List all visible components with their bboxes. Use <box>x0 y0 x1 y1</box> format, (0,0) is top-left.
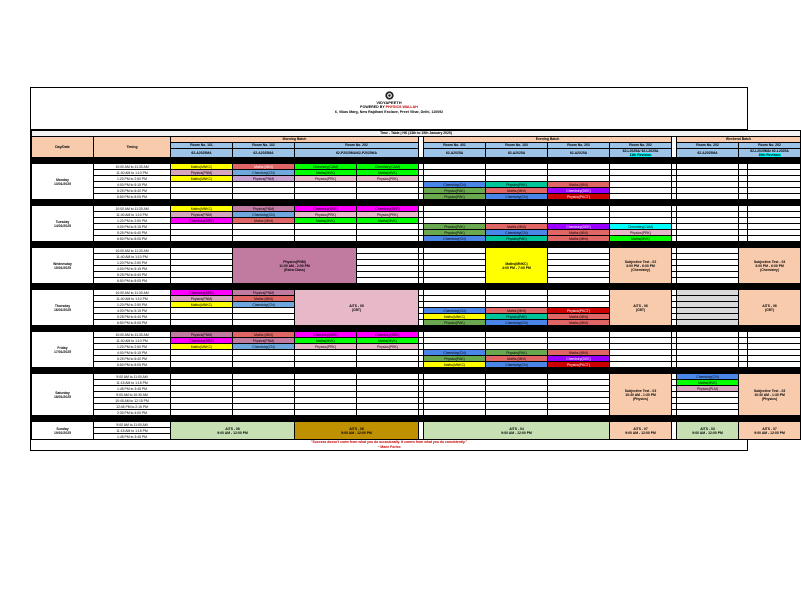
class-cell: Chemistry(CN) <box>486 230 548 236</box>
class-cell: Maths(MNKC) <box>171 164 233 170</box>
time-slot: 6:50 PM to 8:05 PM <box>94 278 171 284</box>
room-3: Room No. 202 <box>295 143 419 149</box>
room-5: Room No. 103 <box>486 143 548 149</box>
time-slot: 10:45 AM to 12:15 PM <box>94 398 171 404</box>
timetable-sheet <box>30 87 789 451</box>
time-slot: 11:40 AM to 1:10 PM <box>94 212 171 218</box>
class-cell: Chemistry(CN) <box>424 350 486 356</box>
class-cell: Chemistry(CAM) <box>610 224 672 230</box>
class-cell: Physics(PRK) <box>295 176 357 182</box>
time-slot: 6:50 PM to 8:05 PM <box>94 194 171 200</box>
evening-batch-head: Evening Batch <box>424 137 672 143</box>
extra-class-time: 11:00 AM - 2:00 PM <box>279 263 310 268</box>
time-slot: 5:25 PM to 6:40 PM <box>94 272 171 278</box>
batch-7-note: 11th Revision <box>629 153 652 158</box>
sun-aits-06-block <box>171 422 295 440</box>
footer-author: ~ Marie Forleo <box>377 445 401 450</box>
time-slot: 4:00 PM to 5:15 PM <box>94 308 171 314</box>
day-friday <box>32 332 94 368</box>
day-name: Sunday <box>56 426 69 431</box>
class-cell: Maths(MVK) <box>295 218 357 224</box>
batch-2: 62-A2025MA <box>233 149 295 158</box>
class-cell: Maths(MVK) <box>357 218 419 224</box>
class-cell: Maths (MNI) <box>486 188 548 194</box>
class-cell: Maths(MVK) <box>295 338 357 344</box>
aits-name: AITS - 06 <box>225 426 240 431</box>
class-cell: Chemistry(CN) <box>486 320 548 326</box>
class-cell: Physics(PAK) <box>486 314 548 320</box>
time-slot: 6:50 PM to 8:05 PM <box>94 236 171 242</box>
room-4: Room No. 401 <box>424 143 486 149</box>
class-cell: Maths (MNI) <box>486 224 548 230</box>
class-cell: Physics(PAK) <box>486 236 548 242</box>
class-cell: Maths (MNI) <box>548 320 610 326</box>
aits-time: 9:00 AM - 12:00 PM <box>625 430 656 435</box>
aits-time: 9:00 AM - 12:00 PM <box>501 430 532 435</box>
class-cell: Chemistry(DEE) <box>548 224 610 230</box>
class-cell: Maths (MNI) <box>486 356 548 362</box>
timetable <box>31 130 801 440</box>
sheet-header <box>31 91 747 130</box>
class-cell: Physics(PNM) <box>233 206 295 212</box>
class-cell: Physics(PRK) <box>295 212 357 218</box>
class-cell: Physics(PAK) <box>424 230 486 236</box>
room-9: Room No. 202 <box>739 143 801 149</box>
time-slot: 4:00 PM to 5:15 PM <box>94 224 171 230</box>
sun-weekend-aits-07-block <box>739 422 801 440</box>
day-sunday <box>32 422 94 440</box>
class-cell: Physics(PRK) <box>357 212 419 218</box>
subjective-test-block <box>610 248 672 284</box>
batch-7-text: 62-L2025A/ 62-L2025A <box>622 149 659 153</box>
batch-5: 62-A2025A <box>486 149 548 158</box>
day-name: Wednesday <box>53 261 72 266</box>
time-slot: 11:40 AM to 1:10 PM <box>94 254 171 260</box>
sat-weekend-test-subject: (Physics) <box>761 397 778 401</box>
class-cell: Physics(PRK) <box>610 230 672 236</box>
aits-time: 9:00 AM - 12:00 PM <box>341 430 372 435</box>
class-cell: Maths (MNI) <box>233 164 295 170</box>
class-cell: Physics(PAK) <box>424 224 486 230</box>
aits-mode: (CBT) <box>351 307 362 312</box>
day-name: Friday <box>57 345 68 350</box>
class-cell: Chemistry(CN) <box>233 212 295 218</box>
day-wednesday <box>32 248 94 284</box>
class-cell: Maths(MVK) <box>357 170 419 176</box>
aits-mode: (CBT) <box>635 307 646 312</box>
time-slot: 4:00 PM to 5:15 PM <box>94 182 171 188</box>
time-slot: 2:30 PM to 4:00 PM <box>94 410 171 416</box>
class-cell: Chemistry(DEE) <box>548 356 610 362</box>
class-cell: Chemistry(DEE) <box>357 206 419 212</box>
class-cell: Physics(PNM) <box>233 290 295 296</box>
aits-time: 9:00 AM - 12:00 PM <box>692 430 723 435</box>
time-slot: 10:00 AM to 11:30 AM <box>94 164 171 170</box>
batch-9-text: 62-L2025MA/ 62-L2025A <box>750 149 789 153</box>
class-cell: Maths (MNI) <box>548 236 610 242</box>
class-cell: Physics(PNM) <box>171 296 233 302</box>
weekend-test-subject: (Chemistry) <box>760 268 779 272</box>
time-slot: 5:25 PM to 6:40 PM <box>94 230 171 236</box>
aits-time: 9:00 AM - 12:00 PM <box>754 430 785 435</box>
day-date: 18/01/2025 <box>54 394 71 399</box>
class-cell: Physics(PNM) <box>171 212 233 218</box>
class-cell: Physics(PAK) <box>424 320 486 326</box>
class-cell: Maths(MVK) <box>357 338 419 344</box>
class-cell: Chemistry(DEE) <box>357 332 419 338</box>
time-slot: 12:45 PM to 2:15 PM <box>94 404 171 410</box>
time-slot: 1:20 PM to 2:50 PM <box>94 344 171 350</box>
subjective-test-subject: (Chemistry) <box>631 268 650 272</box>
class-cell: Chemistry(CN) <box>424 236 486 242</box>
aits-name: AITS - 05 <box>349 303 364 308</box>
aits-06-block <box>610 290 672 326</box>
class-cell: Physics(PRK) <box>357 344 419 350</box>
class-cell: Physics(PAK) <box>424 188 486 194</box>
time-slot: 4:00 PM to 5:15 PM <box>94 350 171 356</box>
time-slot: 1:20 PM to 2:50 PM <box>94 260 171 266</box>
class-cell: Physics(PNM) <box>171 332 233 338</box>
day-name: Thursday <box>54 303 71 308</box>
room-1: Room No. 101 <box>171 143 233 149</box>
day-name: Saturday <box>55 390 70 395</box>
class-cell: Physics(PKCT) <box>548 308 610 314</box>
day-tuesday <box>32 206 94 242</box>
morning-batch-head: Morning Batch <box>171 137 419 143</box>
batch-8: 62-A2025MA <box>677 149 739 158</box>
class-cell: Chemistry(DEE) <box>171 290 233 296</box>
sat-subjective-block <box>610 374 672 416</box>
timetable-title: Time - Table | HK (13th to 19th January 2025) <box>32 131 801 137</box>
day-date: 17/01/2025 <box>54 349 71 354</box>
day-saturday <box>32 374 94 416</box>
class-cell: Maths(MVK) <box>677 380 739 386</box>
aits-name: AITS - 07 <box>762 426 777 431</box>
class-cell: Chemistry(CAM) <box>357 164 419 170</box>
room-6: Room No. 203 <box>548 143 610 149</box>
day-date: 15/01/2025 <box>54 265 71 270</box>
brand-name: VIDYAPEETH <box>376 100 402 105</box>
class-cell: Maths(MVK) <box>610 236 672 242</box>
class-cell: Maths (MNI) <box>548 350 610 356</box>
weekend-test-time: 3:00 PM - 6:00 PM <box>755 263 784 268</box>
class-cell: Physics(PAK) <box>486 182 548 188</box>
time-slot: 11:15 AM to 1:15 PM <box>94 380 171 386</box>
class-cell: Maths(MVK) <box>295 170 357 176</box>
class-cell: Maths(MNKC) <box>171 176 233 182</box>
class-cell: Maths (MNI) <box>548 314 610 320</box>
subjective-test-time: 3:00 PM - 6:00 PM <box>626 263 655 268</box>
class-cell: Physics(PRK) <box>295 344 357 350</box>
sat-weekend-test-name: Subjective Test - 03 <box>753 388 786 393</box>
class-cell: Chemistry(DEE) <box>295 206 357 212</box>
aits-name: AITS - 04 <box>509 426 524 431</box>
batch-3: 62-P2025MA/62-P2025MA <box>295 149 419 158</box>
class-cell: Physics(PAK) <box>486 350 548 356</box>
sun-aits-06-block-b <box>295 422 419 440</box>
extra-class-block <box>233 248 357 284</box>
weekend-batch-head: Weekend Batch <box>677 137 801 143</box>
time-slot: 11:40 AM to 1:10 PM <box>94 296 171 302</box>
vidyapeeth-logo-icon <box>385 91 394 100</box>
class-cell: Chemistry(CAM) <box>295 164 357 170</box>
powered-name: PHYSICS WALLAH <box>385 105 418 109</box>
time-slot: 9:00 AM to 11:00 AM <box>94 422 171 428</box>
time-slot: 11:40 AM to 1:10 PM <box>94 338 171 344</box>
aits-name: AITS - 03 <box>700 426 715 431</box>
class-cell: Maths (MNI) <box>486 308 548 314</box>
class-cell: Maths (MNI) <box>233 296 295 302</box>
sat-test-subject: (Physics) <box>632 397 649 401</box>
class-cell: Maths(MNKC) <box>171 206 233 212</box>
weekend-aits-06-block <box>739 290 801 326</box>
time-slot: 5:25 PM to 6:40 PM <box>94 314 171 320</box>
col-timing: Timing <box>94 137 171 158</box>
room-7: Room No. 202 <box>610 143 672 149</box>
sat-test-name: Subjective Test - 03 <box>624 388 657 393</box>
time-slot: 5:25 PM to 6:40 PM <box>94 356 171 362</box>
class-cell: Physics(PKCT) <box>548 362 610 368</box>
class-cell: Maths(MNKC) <box>171 344 233 350</box>
time-slot: 5:25 PM to 6:40 PM <box>94 188 171 194</box>
time-slot: 6:50 PM to 8:05 PM <box>94 320 171 326</box>
day-date: 19/01/2025 <box>54 430 71 435</box>
class-cell: Physics(PAK) <box>424 194 486 200</box>
sat-weekend-test-time: 10:30 AM - 1:30 PM <box>754 392 785 397</box>
sun-aits-03-block <box>677 422 739 440</box>
time-slot: 6:50 PM to 8:05 PM <box>94 362 171 368</box>
extra-class-note: (Extra Class) <box>284 268 305 272</box>
evening-maths-time: 4:00 PM - 7:00 PM <box>502 265 531 270</box>
class-cell: Maths(MNKC) <box>424 314 486 320</box>
col-day-date: Day/Date <box>32 137 94 158</box>
class-cell: Maths(MNKC) <box>424 362 486 368</box>
batch-9-note: 10th Revision <box>758 153 781 158</box>
weekend-subjective-block <box>739 248 801 284</box>
evening-maths-block <box>486 248 548 284</box>
time-slot: 10:00 AM to 11:30 AM <box>94 248 171 254</box>
aits-name: AITS - 06 <box>633 303 648 308</box>
sun-aits-04-block <box>424 422 610 440</box>
day-name: Tuesday <box>55 219 70 224</box>
time-slot: 10:00 AM to 11:30 AM <box>94 290 171 296</box>
aits-time: 9:00 AM - 12:00 PM <box>217 430 248 435</box>
class-cell: Chemistry(DEE) <box>171 338 233 344</box>
class-cell: Chemistry(CN) <box>486 194 548 200</box>
class-cell: Physics(PNM) <box>233 176 295 182</box>
class-cell: Chemistry(DEE) <box>548 188 610 194</box>
time-slot: 1:20 PM to 2:50 PM <box>94 176 171 182</box>
aits-name: AITS - 07 <box>633 426 648 431</box>
time-slot: 1:45 PM to 3:45 PM <box>94 434 171 440</box>
class-cell: Physics(PAK) <box>424 356 486 362</box>
class-cell: Maths(MNKC) <box>171 302 233 308</box>
time-slot: 1:45 PM to 3:45 PM <box>94 386 171 392</box>
batch-1: 62-A2025MA <box>171 149 233 158</box>
day-date: 14/01/2025 <box>54 223 71 228</box>
time-slot: 1:20 PM to 2:50 PM <box>94 302 171 308</box>
powered-prefix: POWERED BY <box>360 105 386 109</box>
address: 6, Vikas Marg, New Rajdhani Enclave, Preet Vihar, Delhi, 110092 <box>334 110 444 114</box>
room-8: Room No. 202 <box>677 143 739 149</box>
class-cell: Chemistry(CN) <box>677 374 739 380</box>
day-date: 13/01/2025 <box>54 181 71 186</box>
sat-weekend-subjective-block <box>739 374 801 416</box>
class-cell: Chemistry(CN) <box>486 362 548 368</box>
class-cell: Maths (MNI) <box>233 332 295 338</box>
day-date: 16/01/2025 <box>54 307 71 312</box>
aits-name: AITS - 06 <box>349 426 364 431</box>
aits-mode: (CBT) <box>764 307 775 312</box>
day-name: Monday <box>56 177 69 182</box>
class-cell: Physics(PNM) <box>233 338 295 344</box>
class-cell: Chemistry(CN) <box>233 302 295 308</box>
sat-test-time: 10:30 AM - 1:30 PM <box>625 392 656 397</box>
day-thursday <box>32 290 94 326</box>
aits-name: AITS - 06 <box>762 303 777 308</box>
class-cell: Chemistry(DEE) <box>171 218 233 224</box>
class-cell: Chemistry(CN) <box>424 308 486 314</box>
subjective-test-name: Subjective Test - 02 <box>624 259 657 264</box>
class-cell: Physics(PKCT) <box>548 194 610 200</box>
class-cell: Chemistry(CN) <box>424 182 486 188</box>
time-slot: 4:00 PM to 5:15 PM <box>94 266 171 272</box>
time-slot: 10:00 AM to 11:30 AM <box>94 332 171 338</box>
class-cell: Chemistry(DEE) <box>295 332 357 338</box>
footer-quote: "Success doesn't come from what you do occasionally. It comes from what you do consistently." <box>310 440 468 445</box>
time-slot: 10:00 AM to 11:30 AM <box>94 206 171 212</box>
extra-class-subject: Physics(PNM) <box>283 259 306 264</box>
class-cell: Maths (MNI) <box>548 182 610 188</box>
batch-4: 62-A2025A <box>424 149 486 158</box>
class-cell: Maths (MNI) <box>233 218 295 224</box>
evening-maths-subject: Maths(MNKC) <box>505 261 528 266</box>
room-2: Room No. 102 <box>233 143 295 149</box>
batch-7 <box>610 149 672 158</box>
class-cell: Chemistry(CN) <box>233 170 295 176</box>
day-monday <box>32 164 94 200</box>
weekend-test-name: Subjective Test - 03 <box>753 259 786 264</box>
class-cell: Physics(PLM) <box>677 386 739 392</box>
batch-9 <box>739 149 801 158</box>
class-cell: Physics(PNM) <box>171 170 233 176</box>
class-cell: Physics(PRK) <box>357 176 419 182</box>
sun-aits-07-block <box>610 422 672 440</box>
time-slot: 11:40 AM to 1:10 PM <box>94 170 171 176</box>
batch-6: 62-A2025A <box>548 149 610 158</box>
time-slot: 9:00 AM to 10:30 AM <box>94 392 171 398</box>
time-slot: 1:20 PM to 2:50 PM <box>94 218 171 224</box>
time-slot: 11:15 AM to 1:15 PM <box>94 428 171 434</box>
class-cell: Chemistry(CN) <box>233 344 295 350</box>
class-cell: Maths (MNI) <box>548 230 610 236</box>
aits-05-block <box>295 290 419 326</box>
time-slot: 9:00 AM to 11:00 AM <box>94 374 171 380</box>
